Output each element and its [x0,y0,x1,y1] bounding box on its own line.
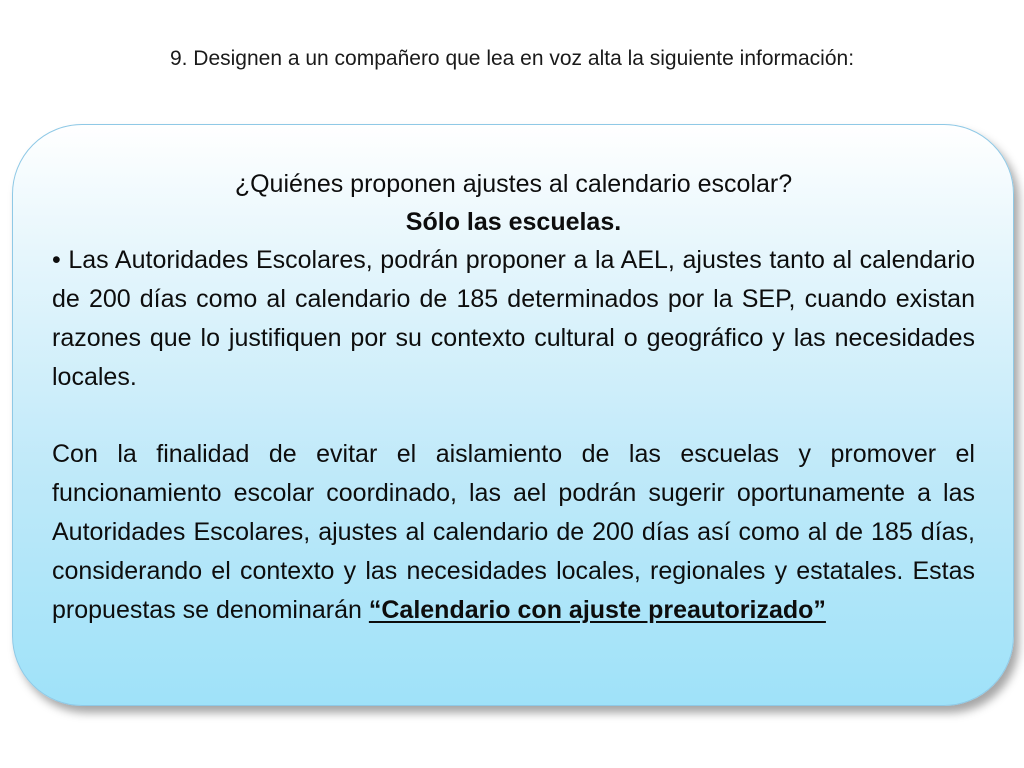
slide-instruction: 9. Designen a un compañero que lea en voz alta la siguiente información: [169,47,855,70]
box-answer: Sólo las escuelas. [405,208,622,236]
box-question: ¿Quiénes proponen ajustes al calendario escolar? [234,170,793,198]
highlighted-term: “Calendario con ajuste preautorizado” [368,596,826,624]
second-paragraph [52,435,975,630]
second-paragraph-text: Con la finalidad de evitar el aislamiento de las escuelas y promover el funcionamiento escolar coordinado, las ael podrán sugerir oportunamente a las Autoridades Escolares, ajustes al calendario de 200 días así como al de 185 días, considerando el contexto y las necesidades locales, regionales y estatales. Estas propuestas se denominarán [52,440,975,624]
paragraph-spacer [52,397,975,435]
bullet-paragraph: • Las Autoridades Escolares, podrán proponer a la AEL, ajustes tanto al calendario de 200 días como al calendario de 185 determinados por la SEP, cuando existan razones que lo justifiquen por su contexto cultural o geográfico y las necesidades locales. [52,246,975,391]
info-box [12,124,1014,706]
